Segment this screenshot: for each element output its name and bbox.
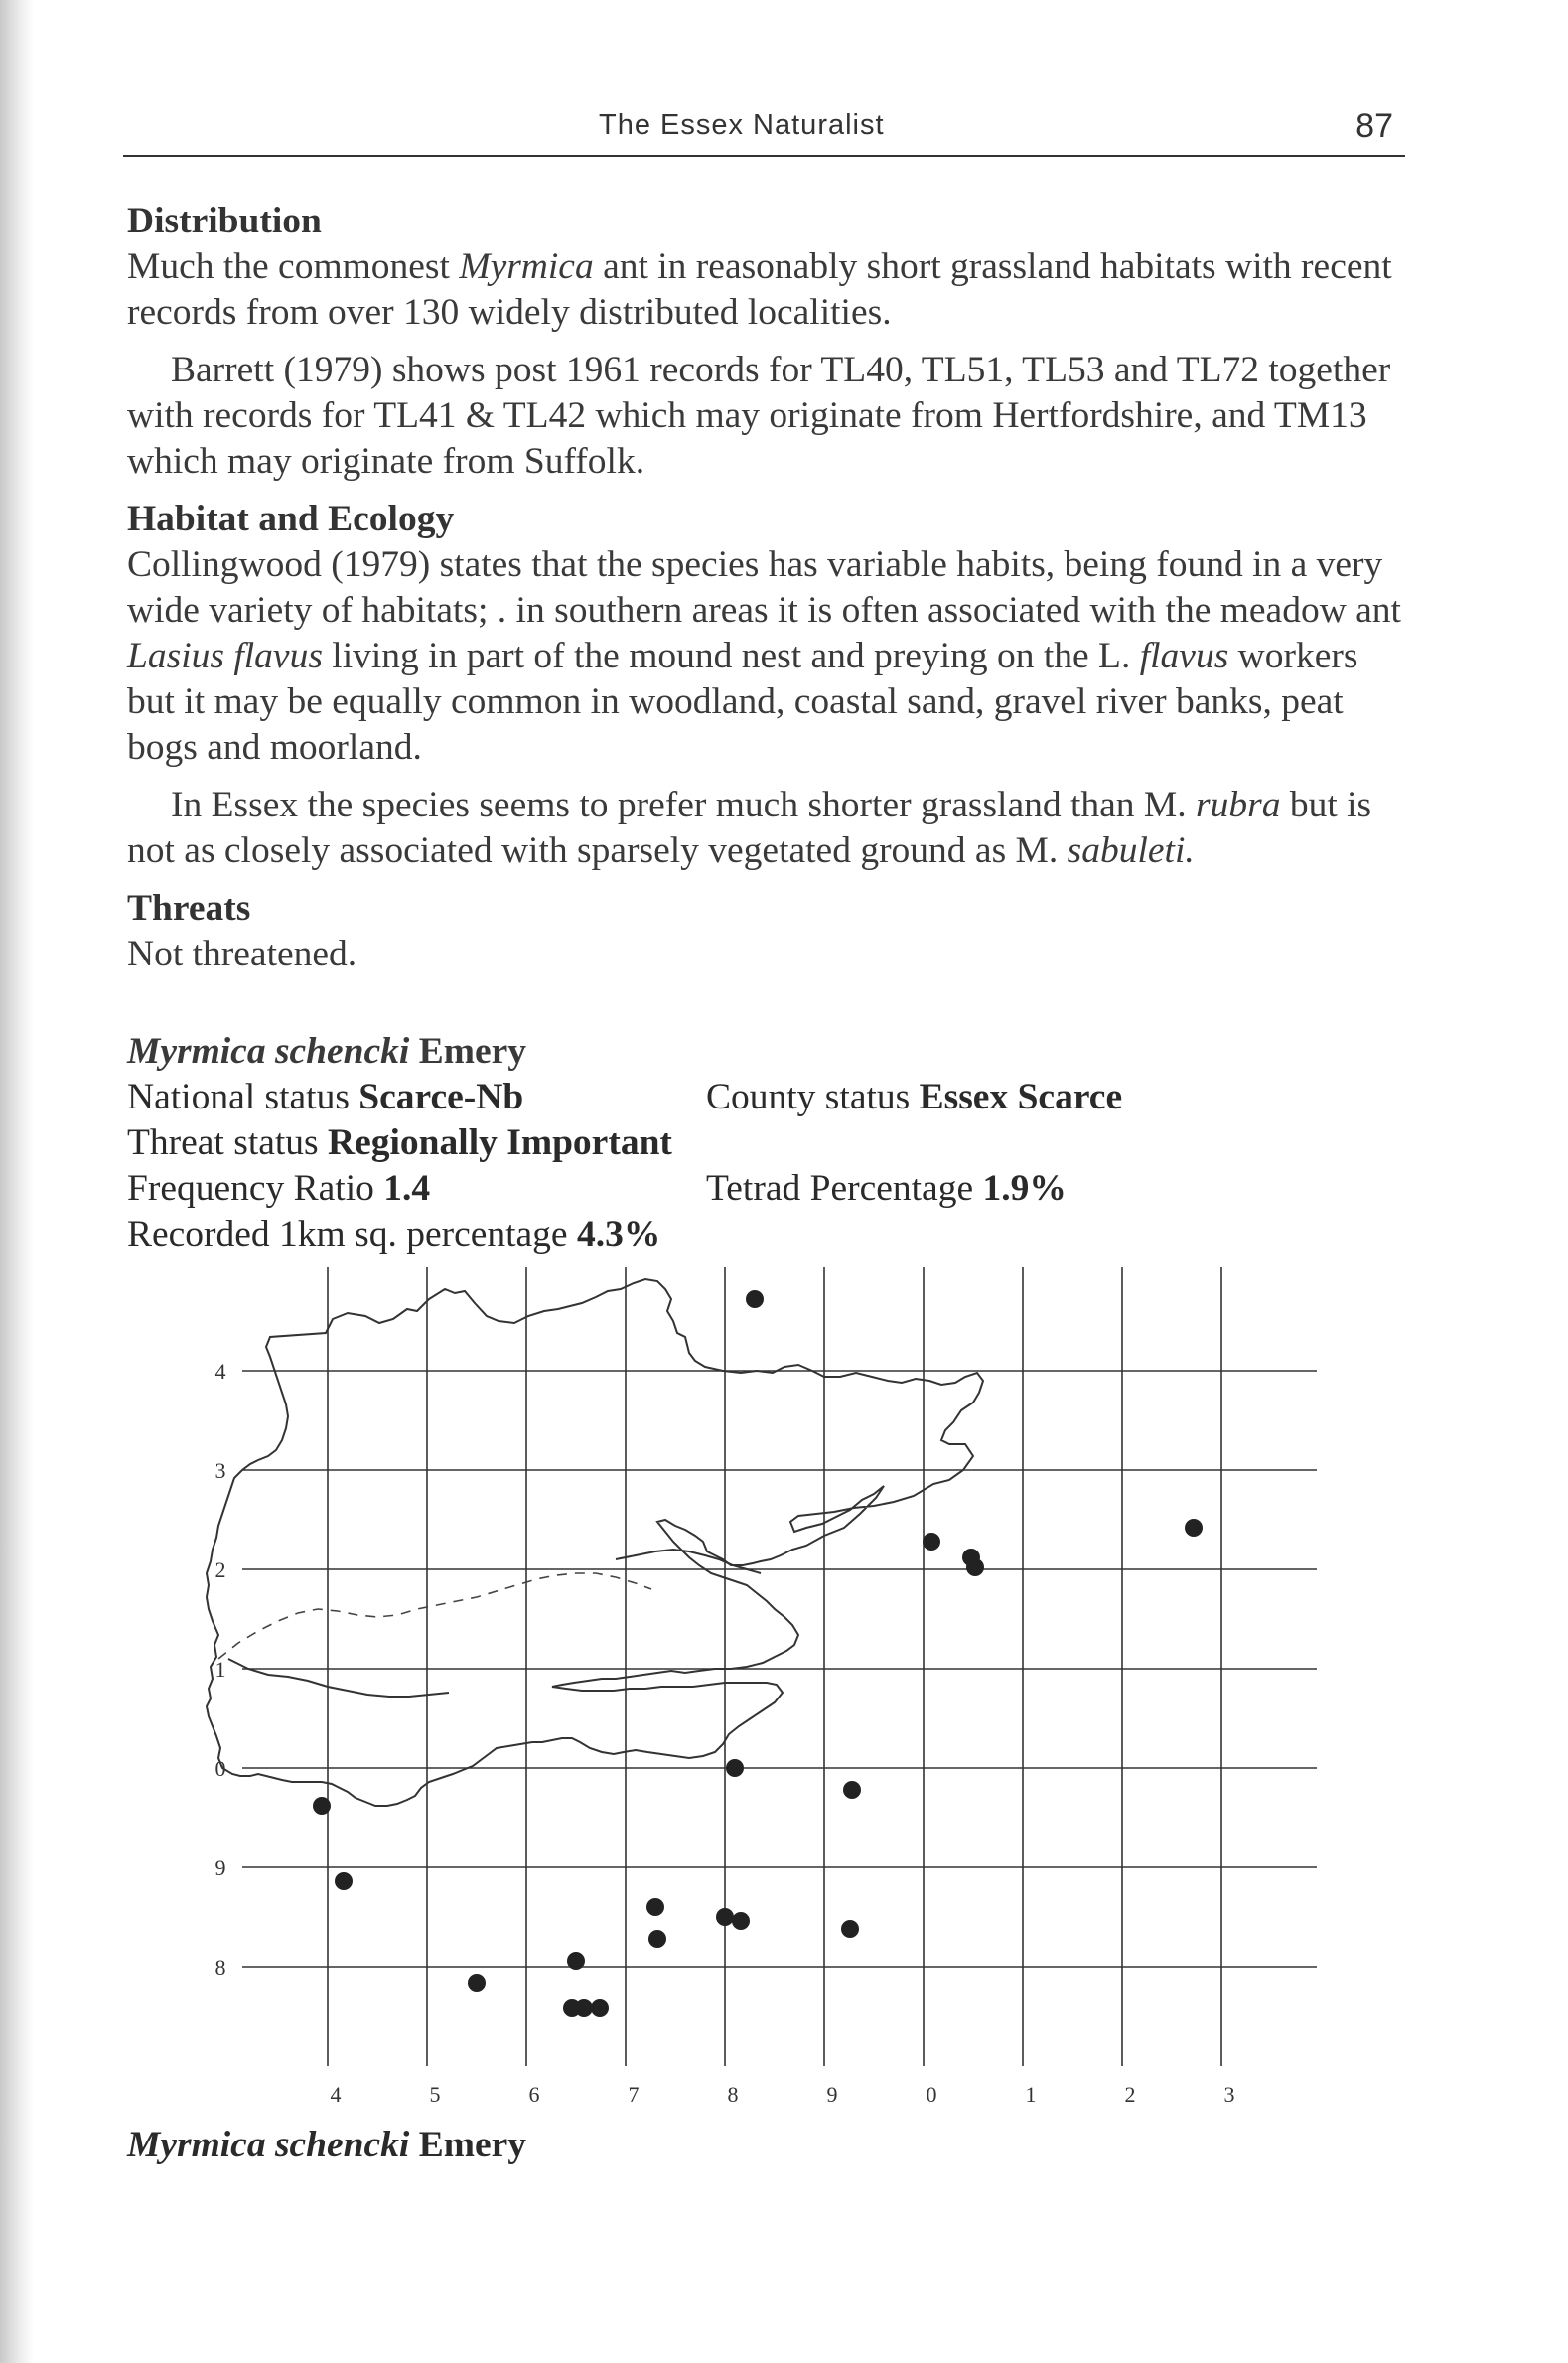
habitat-paragraph-2: In Essex the species seems to prefer much shorter grassland than M. rubra but is not as closely associated with sparsely vegetated ground as M. sabuleti. (127, 785, 1372, 871)
easting-label: 7 (628, 2082, 640, 2107)
species-status-block (127, 1029, 1408, 1257)
northing-label: 1 (214, 1657, 226, 1682)
habitat-heading: Habitat and Ecology (127, 499, 455, 539)
header-rule (123, 155, 1405, 157)
easting-label: 6 (528, 2082, 540, 2107)
record-dots (313, 1290, 1203, 2017)
easting-label: 0 (926, 2082, 937, 2107)
page-number: 87 (1355, 107, 1393, 145)
habitat-paragraph-1: Collingwood (1979) states that the species has variable habits, being found in a very wide variety of habitats; . in southern areas it is often associated with the meadow ant Lasius flavus living in part of the mound nest and preying on the L. flavus workers but it may be equally common in woodland, coastal sand, gravel river banks, peat bogs and moorland. (127, 544, 1401, 768)
record-dot (1185, 1519, 1203, 1537)
record-dot (843, 1781, 861, 1799)
record-dot (468, 1974, 486, 1992)
map-grid (242, 1267, 1317, 2066)
threat-status-value: Regionally Important (328, 1122, 672, 1163)
running-title: The Essex Naturalist (599, 109, 885, 141)
easting-label: 8 (727, 2082, 739, 2107)
record-dot (966, 1558, 984, 1576)
record-dot (841, 1920, 859, 1938)
easting-label: 3 (1223, 2082, 1235, 2107)
easting-label: 4 (330, 2082, 342, 2107)
threats-heading: Threats (127, 888, 251, 929)
record-dot (335, 1872, 353, 1890)
status-row-4: Recorded 1km sq. percentage 4.3% (127, 1214, 661, 1255)
status-row-1: National status Scarce-Nb County status Essex Scarce (127, 1077, 1123, 1117)
map-caption: Myrmica schencki Emery (127, 2125, 527, 2165)
status-row-2: Threat status Regionally Important (127, 1122, 672, 1163)
distribution-heading: Distribution (127, 201, 322, 241)
status-row-3: Frequency Ratio 1.4 Tetrad Percentage 1.9% (127, 1168, 1067, 1209)
record-dot (646, 1898, 664, 1916)
distribution-paragraph-1: Much the commonest Myrmica ant in reasonably short grassland habitats with recent records from over 130 widely distributed localities. (127, 246, 1392, 333)
thames-estuary-coast (228, 1659, 449, 1697)
essex-outline (207, 1279, 983, 1806)
northing-label: 8 (214, 1955, 226, 1980)
northing-label: 3 (214, 1458, 226, 1483)
northing-label: 9 (214, 1855, 226, 1880)
record-dot (567, 1952, 585, 1970)
county-status-value: Essex Scarce (919, 1077, 1123, 1117)
record-dot (923, 1533, 940, 1551)
record-dot (726, 1759, 744, 1777)
northing-label: 2 (214, 1557, 226, 1582)
northing-label: 4 (214, 1359, 226, 1384)
threats-text: Not threatened. (127, 934, 357, 974)
record-dot (716, 1908, 734, 1926)
easting-label: 2 (1124, 2082, 1136, 2107)
easting-label: 5 (429, 2082, 441, 2107)
species-title: Myrmica schencki Emery (127, 1031, 527, 1072)
record-dot (591, 1999, 609, 2017)
article-body (127, 199, 1408, 1257)
recorded-percentage-value: 4.3% (576, 1214, 661, 1255)
distribution-map (199, 1261, 1331, 2116)
record-dot (746, 1290, 764, 1308)
county-boundary (207, 1279, 983, 1806)
frequency-ratio-value: 1.4 (383, 1168, 431, 1209)
national-status-value: Scarce-Nb (358, 1077, 524, 1117)
easting-label: 1 (1025, 2082, 1037, 2107)
easting-label: 9 (826, 2082, 838, 2107)
record-dot (648, 1930, 666, 1948)
record-dot (575, 1999, 593, 2017)
record-dot (313, 1797, 331, 1815)
northing-label: 0 (214, 1756, 226, 1781)
record-dot (732, 1912, 750, 1930)
distribution-paragraph-2: Barrett (1979) shows post 1961 records for TL40, TL51, TL53 and TL72 together with records for TL41 & TL42 which may originate from Hertfordshire, and TM13 which may originate from Suffolk. (127, 350, 1391, 482)
page-edge-shadow (0, 0, 34, 2363)
tetrad-percentage-value: 1.9% (982, 1168, 1067, 1209)
district-boundary (218, 1573, 651, 1659)
